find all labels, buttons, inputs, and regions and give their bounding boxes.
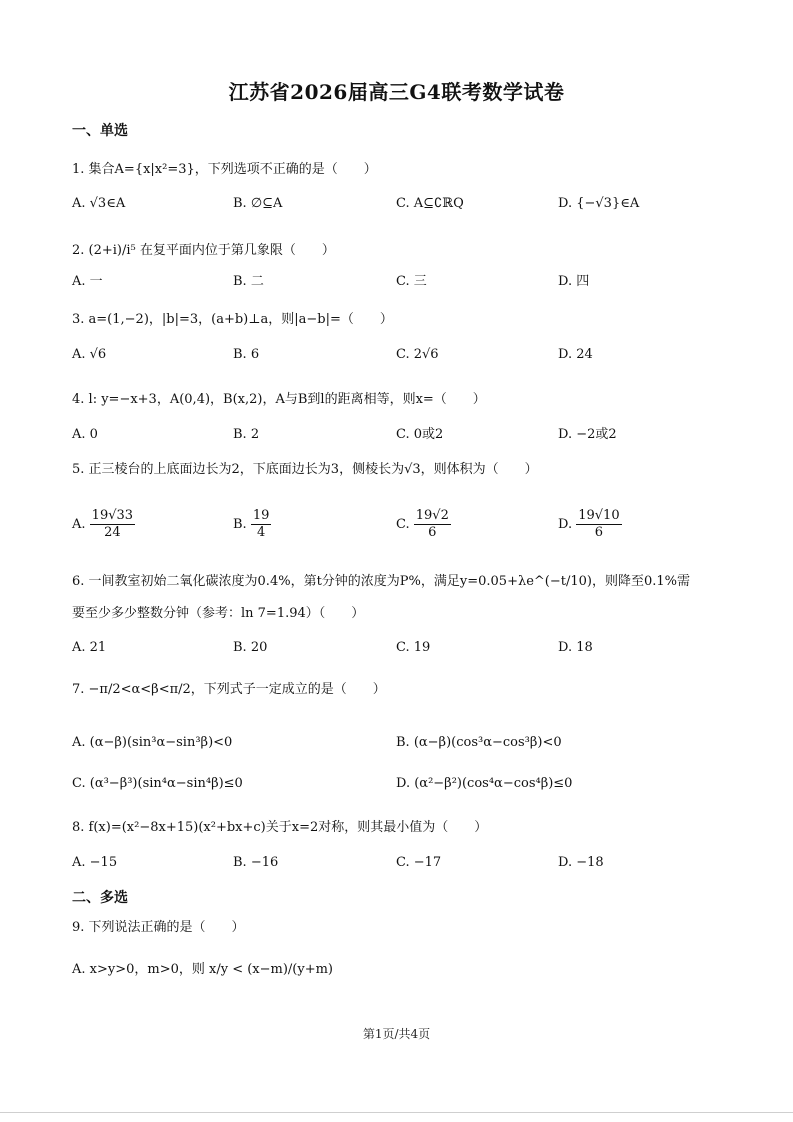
question-2: 2. (2+i)/i⁵ 在复平面内位于第几象限（ ） [72, 243, 335, 258]
option-a: A. √3∈A [72, 196, 126, 211]
option-b [233, 505, 271, 545]
option-b-label: B. [233, 517, 247, 532]
option-a: A. (α−β)(sin³α−sin³β)<0 [72, 735, 233, 750]
option-d-label: D. [558, 517, 573, 532]
option-b: B. 6 [233, 347, 260, 362]
question-7-options-row-1 [72, 731, 732, 755]
option-c: C. 2√6 [396, 347, 439, 362]
option-a: A. 21 [72, 640, 107, 655]
option-a: A. 0 [72, 427, 98, 442]
option-c [396, 505, 451, 545]
option-b-fraction [251, 508, 272, 541]
question-9: 9. 下列说法正确的是（ ） [72, 920, 245, 935]
option-c-label: C. [396, 517, 410, 532]
option-a-label: A. [72, 517, 86, 532]
page-footer: 第1页/共4页 [362, 1027, 431, 1041]
option-d: D. 24 [558, 347, 593, 362]
numerator: 19√10 [578, 508, 620, 523]
option-d: D. 18 [558, 640, 593, 655]
denominator: 4 [256, 525, 266, 540]
question-3: 3. a=(1,−2)，|b|=3，(a+b)⊥a，则|a−b|=（ ） [72, 312, 393, 327]
section-single-choice: 一、单选 [72, 123, 128, 139]
denominator: 24 [104, 525, 121, 540]
option-c: C. A⊆∁ℝQ [396, 196, 464, 211]
question-1: 1. 集合A={x|x²=3}，下列选项不正确的是（ ） [72, 162, 377, 177]
question-6-line-1: 6. 一间教室初始二氧化碳浓度为0.4%，第t分钟的浓度为P%，满足y=0.05+λe^(−t/10)，则降至0.1%需 [72, 574, 690, 589]
option-c-fraction [414, 508, 451, 541]
question-2-options [72, 270, 732, 294]
question-5: 5. 正三棱台的上底面边长为2，下底面边长为3，侧棱长为√3，则体积为（ ） [72, 462, 538, 477]
option-d [558, 505, 622, 545]
question-5-options [72, 505, 732, 545]
option-d: D. −18 [558, 855, 604, 870]
option-c: C. 19 [396, 640, 431, 655]
option-a: A. −15 [72, 855, 118, 870]
numerator: 19√33 [91, 508, 134, 523]
option-b: B. 2 [233, 427, 260, 442]
option-d: D. (α²−β²)(cos⁴α−cos⁴β)≤0 [396, 776, 573, 791]
question-7: 7. −π/2<α<β<π/2，下列式子一定成立的是（ ） [72, 682, 386, 697]
option-d: D. {−√3}∈A [558, 196, 640, 211]
question-3-options [72, 343, 732, 367]
section-multiple-choice: 二、多选 [72, 890, 128, 906]
denominator: 6 [428, 525, 437, 540]
page-bottom-divider [0, 1112, 793, 1113]
option-c: C. 三 [396, 274, 427, 289]
option-b: B. 20 [233, 640, 268, 655]
question-7-options-row-2 [72, 772, 732, 796]
exam-title: 江苏省2026届高三G4联考数学试卷 [228, 80, 565, 104]
option-a [72, 505, 135, 545]
question-6-options [72, 636, 732, 660]
option-d: D. 四 [558, 274, 590, 289]
numerator: 19 [252, 508, 270, 523]
question-4-options [72, 423, 732, 447]
option-a-fraction [90, 508, 135, 541]
denominator: 6 [594, 525, 604, 540]
question-4: 4. l: y=−x+3，A(0,4)，B(x,2)，A与B到l的距离相等，则x=（ ） [72, 392, 486, 407]
option-b: B. (α−β)(cos³α−cos³β)<0 [396, 735, 562, 750]
question-6-line-2: 要至少多少整数分钟（参考：ln 7=1.94）（ ） [72, 606, 365, 621]
question-9-options [72, 958, 732, 982]
question-8: 8. f(x)=(x²−8x+15)(x²+bx+c)关于x=2对称，则其最小值为（ ） [72, 820, 488, 835]
option-a: A. √6 [72, 347, 107, 362]
option-b: B. 二 [233, 274, 264, 289]
question-8-options [72, 851, 732, 875]
option-b: B. −16 [233, 855, 279, 870]
question-1-options [72, 192, 732, 216]
option-b: B. ∅⊆A [233, 196, 283, 211]
option-a: A. 一 [72, 274, 103, 289]
option-c: C. −17 [396, 855, 442, 870]
option-c: C. (α³−β³)(sin⁴α−sin⁴β)≤0 [72, 776, 243, 791]
option-d: D. −2或2 [558, 427, 617, 442]
option-d-fraction [576, 508, 621, 541]
option-a: A. x>y>0，m>0，则 x/y < (x−m)/(y+m) [72, 962, 334, 977]
numerator: 19√2 [415, 508, 449, 523]
option-c: C. 0或2 [396, 427, 444, 442]
